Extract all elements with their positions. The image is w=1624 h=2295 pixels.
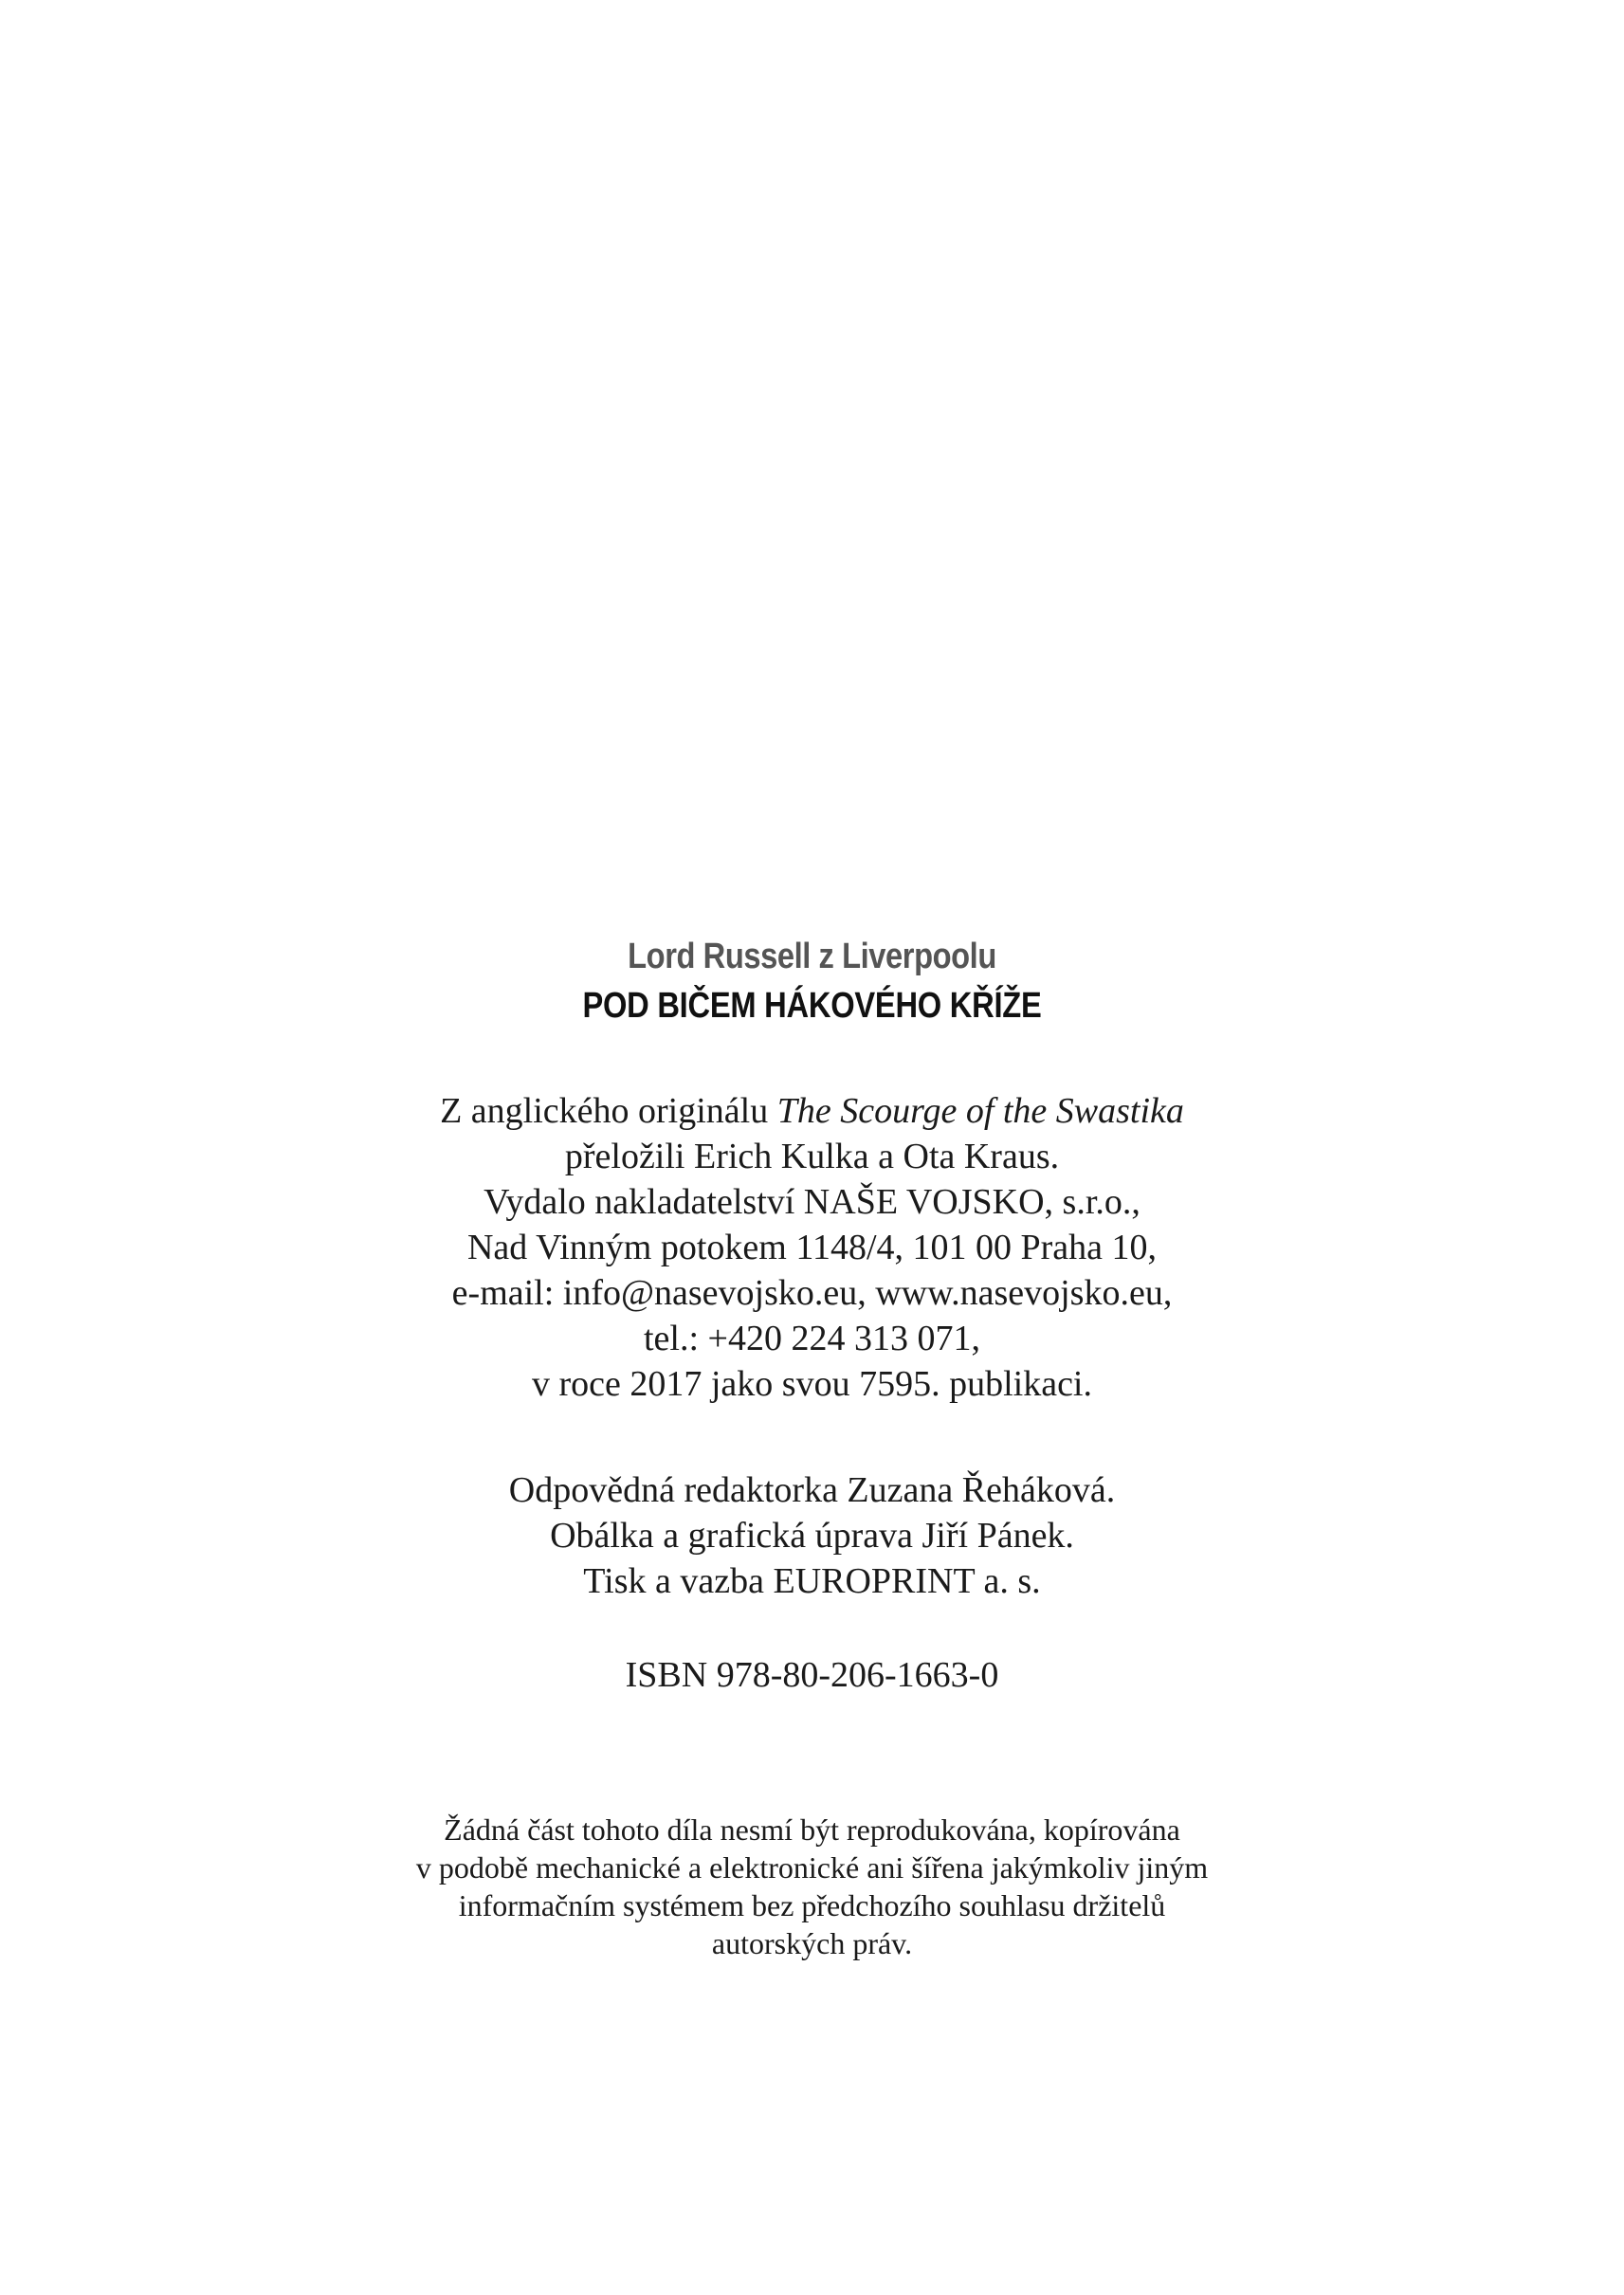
editor-line: Odpovědná redaktorka Zuzana Řeháková. — [508, 1470, 1116, 1510]
publication-credits — [0, 1088, 1624, 1407]
book-title: POD BIČEM HÁKOVÉHO KŘÍŽE — [582, 986, 1042, 1026]
contact-line: e-mail: info@nasevojsko.eu, www.nasevojsko.eu, — [451, 1273, 1173, 1313]
phone-line: tel.: +420 224 313 071, — [644, 1319, 980, 1358]
notice-line: v podobě mechanické a elektronické ani šířena jakýmkoliv jiným — [415, 1850, 1209, 1885]
staff-credits — [0, 1467, 1624, 1604]
notice-line: autorských práv. — [711, 1926, 913, 1960]
print-line: Tisk a vazba EUROPRINT a. s. — [583, 1561, 1041, 1601]
original-title: The Scourge of the Swastika — [776, 1091, 1184, 1131]
year-line: v roce 2017 jako svou 7595. publikaci. — [531, 1364, 1092, 1404]
copyright-notice — [0, 1811, 1624, 1962]
original-title-prefix: Z anglického originálu — [440, 1091, 777, 1131]
original-title-line — [0, 1088, 1624, 1134]
author-name: Lord Russell z Liverpoolu — [628, 937, 996, 976]
notice-line: Žádná část tohoto díla nesmí být reprodukována, kopírována — [444, 1812, 1180, 1847]
isbn: ISBN 978-80-206-1663-0 — [625, 1655, 999, 1695]
publisher-line: Vydalo nakladatelství NAŠE VOJSKO, s.r.o., — [484, 1182, 1140, 1222]
address-line: Nad Vinným potokem 1148/4, 101 00 Praha 10, — [466, 1228, 1158, 1267]
translators-line: přeložili Erich Kulka a Ota Kraus. — [564, 1137, 1060, 1176]
design-line: Obálka a grafická úprava Jiří Pánek. — [550, 1516, 1074, 1556]
notice-line: informačním systémem bez předchozího souhlasu držitelů — [458, 1888, 1166, 1922]
